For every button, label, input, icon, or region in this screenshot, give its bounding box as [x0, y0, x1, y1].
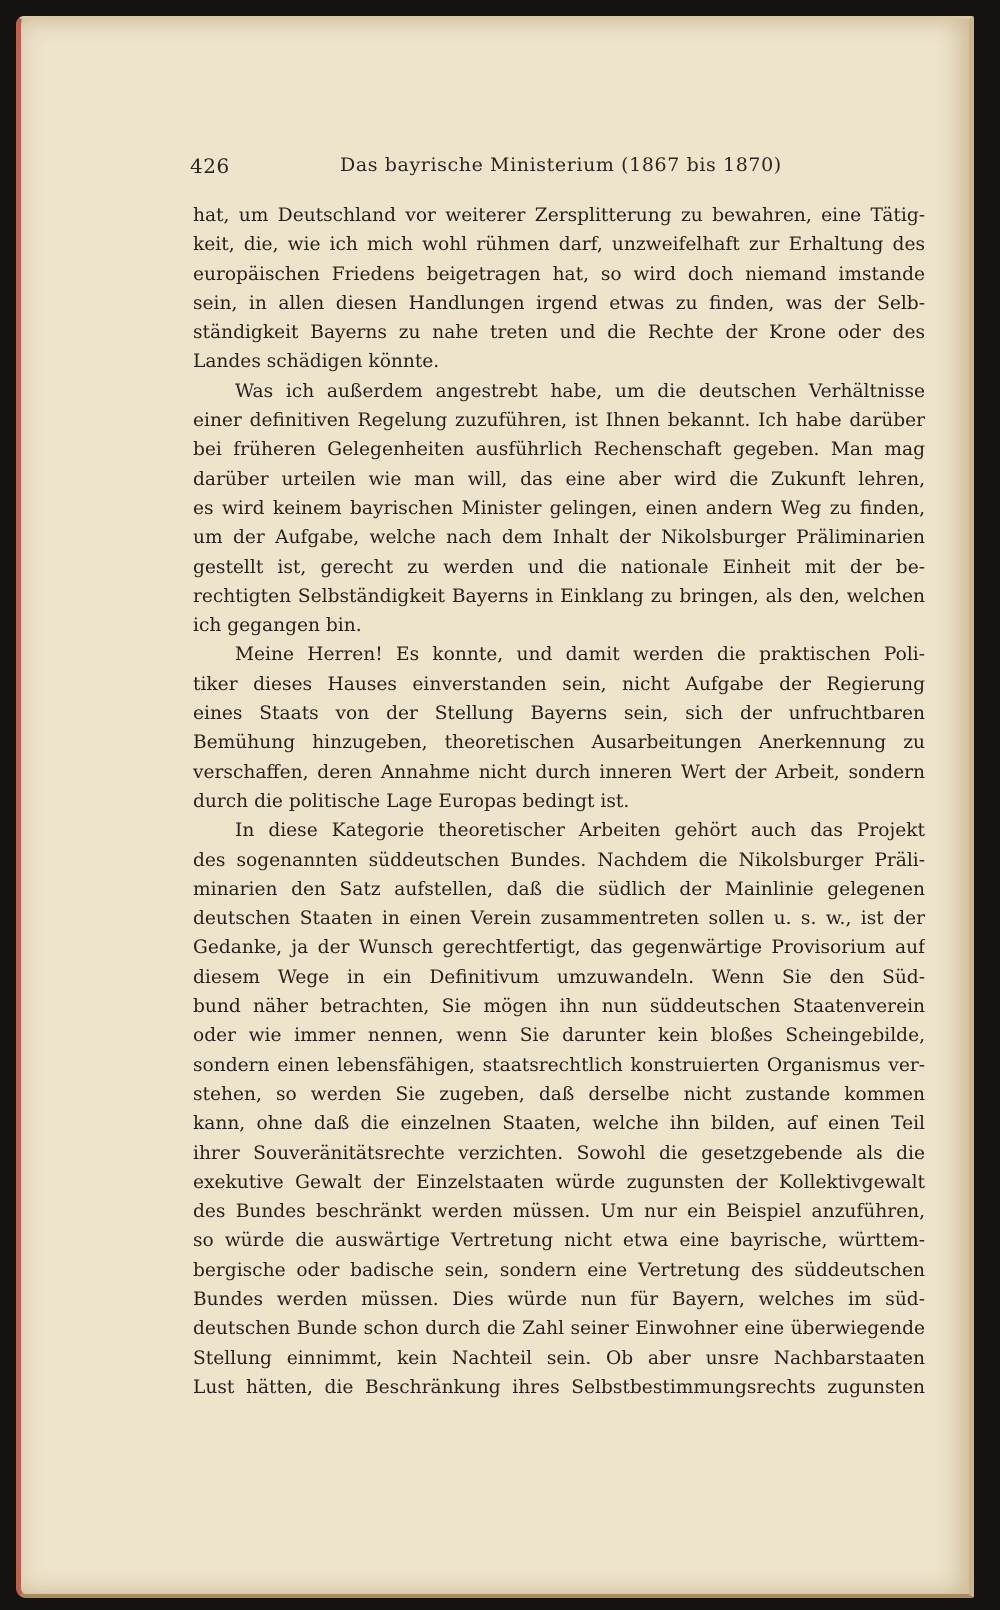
text-line: bei früheren Gelegenheiten ausführlich Rechenschaft gegeben. Man mag [193, 439, 925, 461]
text-line: oder wie immer nennen, wenn Sie darunter kein bloßes Scheingebilde, [193, 1025, 925, 1047]
text-line: stehen, so werden Sie zugeben, daß derselbe nicht zustande kommen [193, 1083, 925, 1105]
text-line: Meine Herren! Es konnte, und damit werden die praktischen Poli- [235, 644, 925, 666]
text-line: rechtigten Selbständigkeit Bayerns in Einklang zu bringen, als den, welchen [193, 585, 925, 607]
text-line: des sogenannten süddeutschen Bundes. Nachdem die Nikolsburger Präli- [193, 849, 925, 871]
text-line: deutschen Staaten in einen Verein zusammentreten sollen u. s. w., ist der [193, 908, 925, 930]
page-number: 426 [190, 154, 230, 178]
text-line: Bundes werden müssen. Dies würde nun für Bayern, welches im süd- [193, 1288, 925, 1310]
page-header [190, 154, 920, 184]
text-line: keit, die, wie ich mich wohl rühmen darf, unzweifelhaft zur Erhaltung des [193, 234, 925, 256]
text-line: verschaffen, deren Annahme nicht durch inneren Wert der Arbeit, sondern [193, 761, 925, 783]
text-line: so würde die auswärtige Vertretung nicht etwa eine bayrische, württem- [193, 1230, 925, 1252]
text-line: diesem Wege in ein Definitivum umzuwandeln. Wenn Sie den Süd- [193, 966, 925, 988]
text-line: Lust hätten, die Beschränkung ihres Selbstbestimmungsrechts zugunsten [193, 1376, 925, 1398]
text-line: Bemühung hinzugeben, theoretischen Ausarbeitungen Anerkennung zu [193, 732, 925, 754]
text-line: gestellt ist, gerecht zu werden und die nationale Einheit mit der be- [193, 556, 925, 578]
text-line: des Bundes beschränkt werden müssen. Um nur ein Beispiel anzuführen, [193, 1201, 925, 1223]
text-line: exekutive Gewalt der Einzelstaaten würde zugunsten der Kollektivgewalt [193, 1171, 925, 1193]
text-line: sein, in allen diesen Handlungen irgend etwas zu finden, was der Selb- [193, 292, 925, 314]
text-line: Stellung einnimmt, kein Nachteil sein. Ob aber unsre Nachbarstaaten [193, 1347, 925, 1369]
text-line: bergische oder badische sein, sondern eine Vertretung des süddeutschen [193, 1259, 925, 1281]
text-line: In diese Kategorie theoretischer Arbeiten gehört auch das Projekt [235, 820, 925, 842]
text-line: deutschen Bunde schon durch die Zahl seiner Einwohner eine überwiegende [193, 1318, 925, 1340]
text-line: Was ich außerdem angestrebt habe, um die deutschen Verhältnisse [235, 380, 925, 402]
text-line: ihrer Souveränitätsrechte verzichten. Sowohl die gesetzgebende als die [193, 1142, 925, 1164]
text-line: hat, um Deutschland vor weiterer Zersplitterung zu bewahren, eine Tätig- [193, 205, 925, 226]
text-line: Gedanke, ja der Wunsch gerechtfertigt, das gegenwärtige Provisorium auf [193, 937, 925, 959]
text-line: kann, ohne daß die einzelnen Staaten, welche ihn bilden, auf einen Teil [193, 1113, 925, 1135]
text-line: tiker dieses Hauses einverstanden sein, nicht Aufgabe der Regierung [193, 673, 925, 695]
text-line: einer definitiven Regelung zuzuführen, ist Ihnen bekannt. Ich habe darüber [193, 410, 925, 432]
text-line: bund näher betrachten, Sie mögen ihn nun süddeutschen Staatenverein [193, 996, 925, 1018]
text-line: ich gegangen bin. [193, 615, 362, 637]
text-line: es wird keinem bayrischen Minister gelingen, einen andern Weg zu finden, [193, 497, 925, 519]
body-text [193, 201, 925, 1402]
running-head: Das bayrische Ministerium (1867 bis 1870) [340, 154, 782, 176]
text-line: durch die politische Lage Europas bedingt ist. [193, 790, 630, 812]
text-line: europäischen Friedens beigetragen hat, so wird doch niemand imstande [193, 263, 925, 285]
text-line: sondern einen lebensfähigen, staatsrechtlich konstruierten Organismus ver- [193, 1054, 925, 1076]
text-line: eines Staats von der Stellung Bayerns sein, sich der unfruchtbaren [193, 703, 925, 725]
text-line: ständigkeit Bayerns zu nahe treten und die Rechte der Krone oder des [193, 322, 925, 344]
text-line: darüber urteilen wie man will, das eine aber wird die Zukunft lehren, [193, 468, 925, 490]
text-line: minarien den Satz aufstellen, daß die südlich der Mainlinie gelegenen [193, 878, 925, 900]
text-line: um der Aufgabe, welche nach dem Inhalt der Nikolsburger Präliminarien [193, 527, 925, 549]
text-line: Landes schädigen könnte. [193, 351, 440, 373]
